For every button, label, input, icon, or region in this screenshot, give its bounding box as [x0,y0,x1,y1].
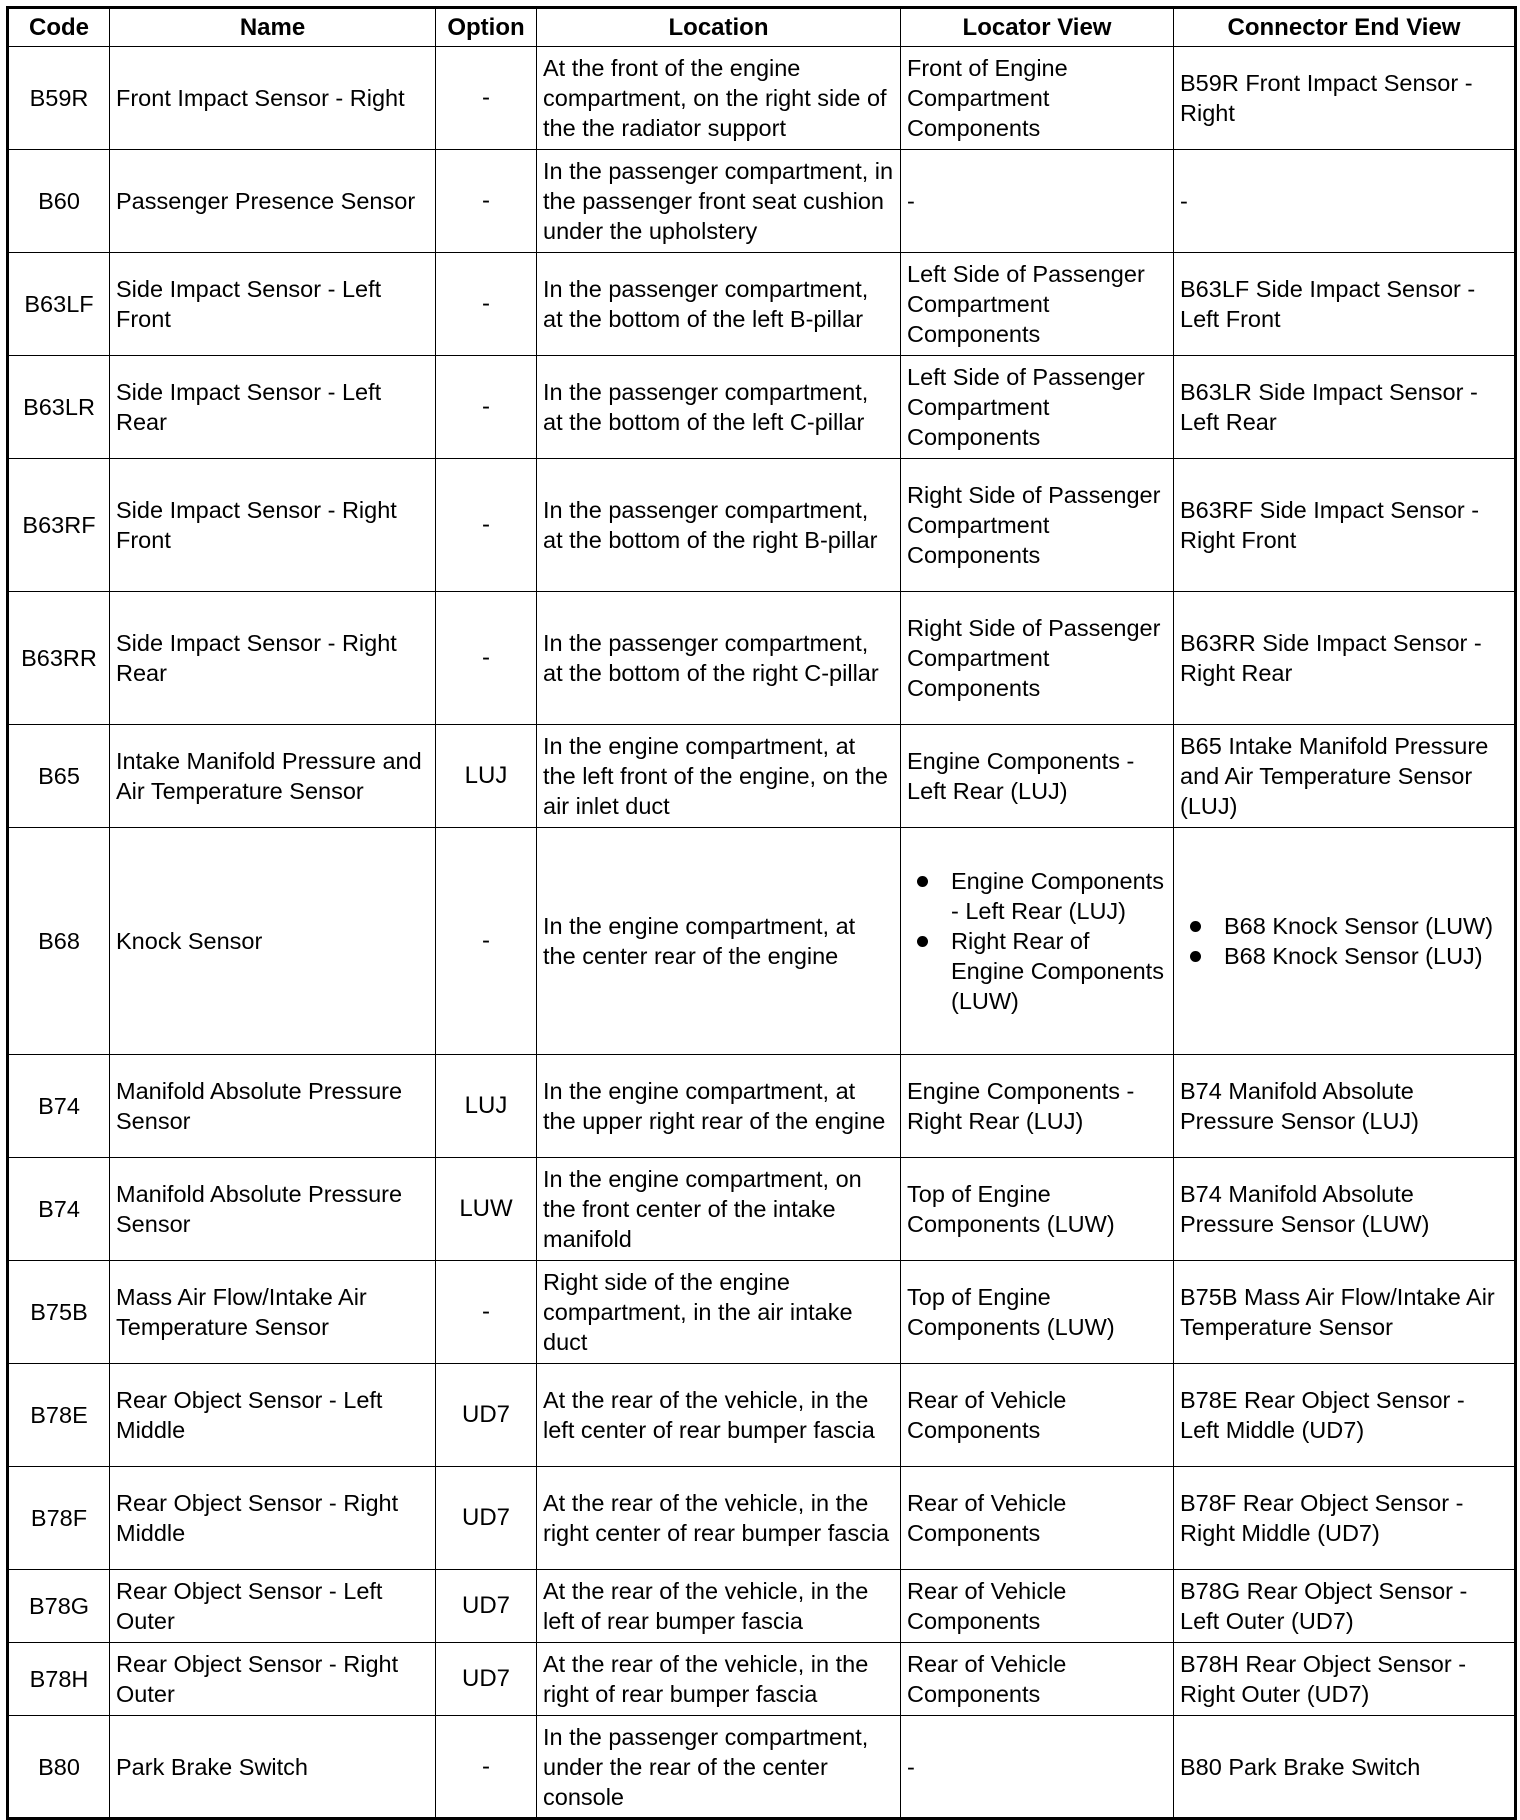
cell-location: In the passenger compartment, under the rear of the center console [537,1716,901,1819]
cell-connector-end-view: B75B Mass Air Flow/Intake Air Temperature Sensor [1174,1261,1516,1364]
table-row [8,828,1516,1055]
cell-option: UD7 [436,1467,537,1570]
cell-connector-end-view: B59R Front Impact Sensor - Right [1174,47,1516,150]
cell-connector-end-view: B63LF Side Impact Sensor - Left Front [1174,253,1516,356]
cell-locator-view: Rear of Vehicle Components [901,1467,1174,1570]
cell-location: In the passenger compartment, at the bottom of the right C-pillar [537,592,901,725]
cell-name: Manifold Absolute Pressure Sensor [110,1158,436,1261]
cell-name: Park Brake Switch [110,1716,436,1819]
cell-option: - [436,253,537,356]
cell-code: B63LR [8,356,110,459]
cell-name: Manifold Absolute Pressure Sensor [110,1055,436,1158]
cell-code: B74 [8,1158,110,1261]
cell-locator-view: Left Side of Passenger Compartment Components [901,356,1174,459]
cell-name: Front Impact Sensor - Right [110,47,436,150]
cell-option: - [436,1261,537,1364]
cell-locator-view: Top of Engine Components (LUW) [901,1261,1174,1364]
cell-connector-end-view [1174,828,1516,1055]
table-row [8,1716,1516,1819]
cell-locator-view: Rear of Vehicle Components [901,1570,1174,1643]
cell-locator-view: Top of Engine Components (LUW) [901,1158,1174,1261]
table-row [8,253,1516,356]
bullet-item: B68 Knock Sensor (LUJ) [1224,941,1508,971]
cell-location: In the engine compartment, at the center rear of the engine [537,828,901,1055]
cell-location: In the engine compartment, at the upper right rear of the engine [537,1055,901,1158]
header-row [8,8,1516,47]
cell-option: - [436,1716,537,1819]
cell-code: B65 [8,725,110,828]
cell-name: Side Impact Sensor - Left Front [110,253,436,356]
cell-location: At the rear of the vehicle, in the right center of rear bumper fascia [537,1467,901,1570]
cell-code: B78G [8,1570,110,1643]
cell-option: UD7 [436,1364,537,1467]
cell-name: Side Impact Sensor - Right Rear [110,592,436,725]
cell-code: B74 [8,1055,110,1158]
cell-code: B78H [8,1643,110,1716]
cell-connector-end-view: B78G Rear Object Sensor - Left Outer (UD7) [1174,1570,1516,1643]
cell-connector-end-view-list [1180,911,1508,971]
table-row [8,47,1516,150]
cell-location: In the passenger compartment, at the bottom of the left B-pillar [537,253,901,356]
cell-location: At the front of the engine compartment, on the right side of the the radiator support [537,47,901,150]
cell-locator-view: Engine Components - Left Rear (LUJ) [901,725,1174,828]
cell-location: In the passenger compartment, at the bottom of the right B-pillar [537,459,901,592]
cell-code: B68 [8,828,110,1055]
cell-connector-end-view: B63RF Side Impact Sensor - Right Front [1174,459,1516,592]
cell-locator-view-list [907,866,1167,1016]
cell-location: In the passenger compartment, in the passenger front seat cushion under the upholstery [537,150,901,253]
cell-code: B63RR [8,592,110,725]
cell-name: Mass Air Flow/Intake Air Temperature Sensor [110,1261,436,1364]
cell-code: B63LF [8,253,110,356]
bullet-item: Engine Components - Left Rear (LUJ) [951,866,1167,926]
cell-name: Rear Object Sensor - Left Middle [110,1364,436,1467]
cell-locator-view: Rear of Vehicle Components [901,1364,1174,1467]
cell-location: In the engine compartment, on the front center of the intake manifold [537,1158,901,1261]
cell-code: B75B [8,1261,110,1364]
cell-location: Right side of the engine compartment, in the air intake duct [537,1261,901,1364]
cell-option: LUW [436,1158,537,1261]
cell-locator-view: Right Side of Passenger Compartment Components [901,592,1174,725]
cell-locator-view: Rear of Vehicle Components [901,1643,1174,1716]
cell-option: UD7 [436,1570,537,1643]
table-row [8,1570,1516,1643]
cell-name: Rear Object Sensor - Right Outer [110,1643,436,1716]
table-row [8,150,1516,253]
column-header-option: Option [436,8,537,47]
cell-connector-end-view: B78H Rear Object Sensor - Right Outer (UD7) [1174,1643,1516,1716]
cell-name: Rear Object Sensor - Right Middle [110,1467,436,1570]
cell-location: At the rear of the vehicle, in the right of rear bumper fascia [537,1643,901,1716]
cell-code: B59R [8,47,110,150]
column-header-connector-end-view: Connector End View [1174,8,1516,47]
cell-name: Rear Object Sensor - Left Outer [110,1570,436,1643]
table-row [8,725,1516,828]
cell-name: Passenger Presence Sensor [110,150,436,253]
bullet-item: B68 Knock Sensor (LUW) [1224,911,1508,941]
cell-name: Side Impact Sensor - Right Front [110,459,436,592]
column-header-locator-view: Locator View [901,8,1174,47]
table-row [8,1643,1516,1716]
table-body [8,47,1516,1819]
cell-connector-end-view: B74 Manifold Absolute Pressure Sensor (LUW) [1174,1158,1516,1261]
cell-connector-end-view: B80 Park Brake Switch [1174,1716,1516,1819]
cell-locator-view: - [901,150,1174,253]
cell-locator-view: Left Side of Passenger Compartment Components [901,253,1174,356]
table-row [8,1158,1516,1261]
cell-connector-end-view: B78F Rear Object Sensor - Right Middle (UD7) [1174,1467,1516,1570]
cell-option: LUJ [436,1055,537,1158]
column-header-code: Code [8,8,110,47]
cell-locator-view [901,828,1174,1055]
table-row [8,1055,1516,1158]
cell-locator-view: Right Side of Passenger Compartment Components [901,459,1174,592]
cell-locator-view: Engine Components - Right Rear (LUJ) [901,1055,1174,1158]
cell-code: B78E [8,1364,110,1467]
cell-option: - [436,356,537,459]
cell-code: B80 [8,1716,110,1819]
cell-connector-end-view: B63RR Side Impact Sensor - Right Rear [1174,592,1516,725]
column-header-name: Name [110,8,436,47]
table-row [8,1364,1516,1467]
cell-location: In the passenger compartment, at the bottom of the left C-pillar [537,356,901,459]
table-row [8,592,1516,725]
cell-locator-view: Front of Engine Compartment Components [901,47,1174,150]
cell-option: - [436,459,537,592]
cell-name: Side Impact Sensor - Left Rear [110,356,436,459]
cell-option: - [436,592,537,725]
cell-code: B63RF [8,459,110,592]
cell-location: At the rear of the vehicle, in the left of rear bumper fascia [537,1570,901,1643]
table-row [8,1467,1516,1570]
cell-locator-view: - [901,1716,1174,1819]
table-row [8,1261,1516,1364]
cell-connector-end-view: B63LR Side Impact Sensor - Left Rear [1174,356,1516,459]
cell-connector-end-view: - [1174,150,1516,253]
cell-name: Intake Manifold Pressure and Air Temperature Sensor [110,725,436,828]
cell-option: LUJ [436,725,537,828]
cell-name: Knock Sensor [110,828,436,1055]
column-header-location: Location [537,8,901,47]
cell-option: - [436,150,537,253]
cell-code: B60 [8,150,110,253]
cell-code: B78F [8,1467,110,1570]
cell-connector-end-view: B65 Intake Manifold Pressure and Air Temperature Sensor (LUJ) [1174,725,1516,828]
bullet-item: Right Rear of Engine Components (LUW) [951,926,1167,1016]
cell-connector-end-view: B74 Manifold Absolute Pressure Sensor (LUJ) [1174,1055,1516,1158]
table-row [8,459,1516,592]
cell-location: At the rear of the vehicle, in the left center of rear bumper fascia [537,1364,901,1467]
cell-option: - [436,828,537,1055]
cell-connector-end-view: B78E Rear Object Sensor - Left Middle (UD7) [1174,1364,1516,1467]
component-locator-table [6,6,1517,1820]
cell-location: In the engine compartment, at the left front of the engine, on the air inlet duct [537,725,901,828]
table-row [8,356,1516,459]
cell-option: UD7 [436,1643,537,1716]
cell-option: - [436,47,537,150]
